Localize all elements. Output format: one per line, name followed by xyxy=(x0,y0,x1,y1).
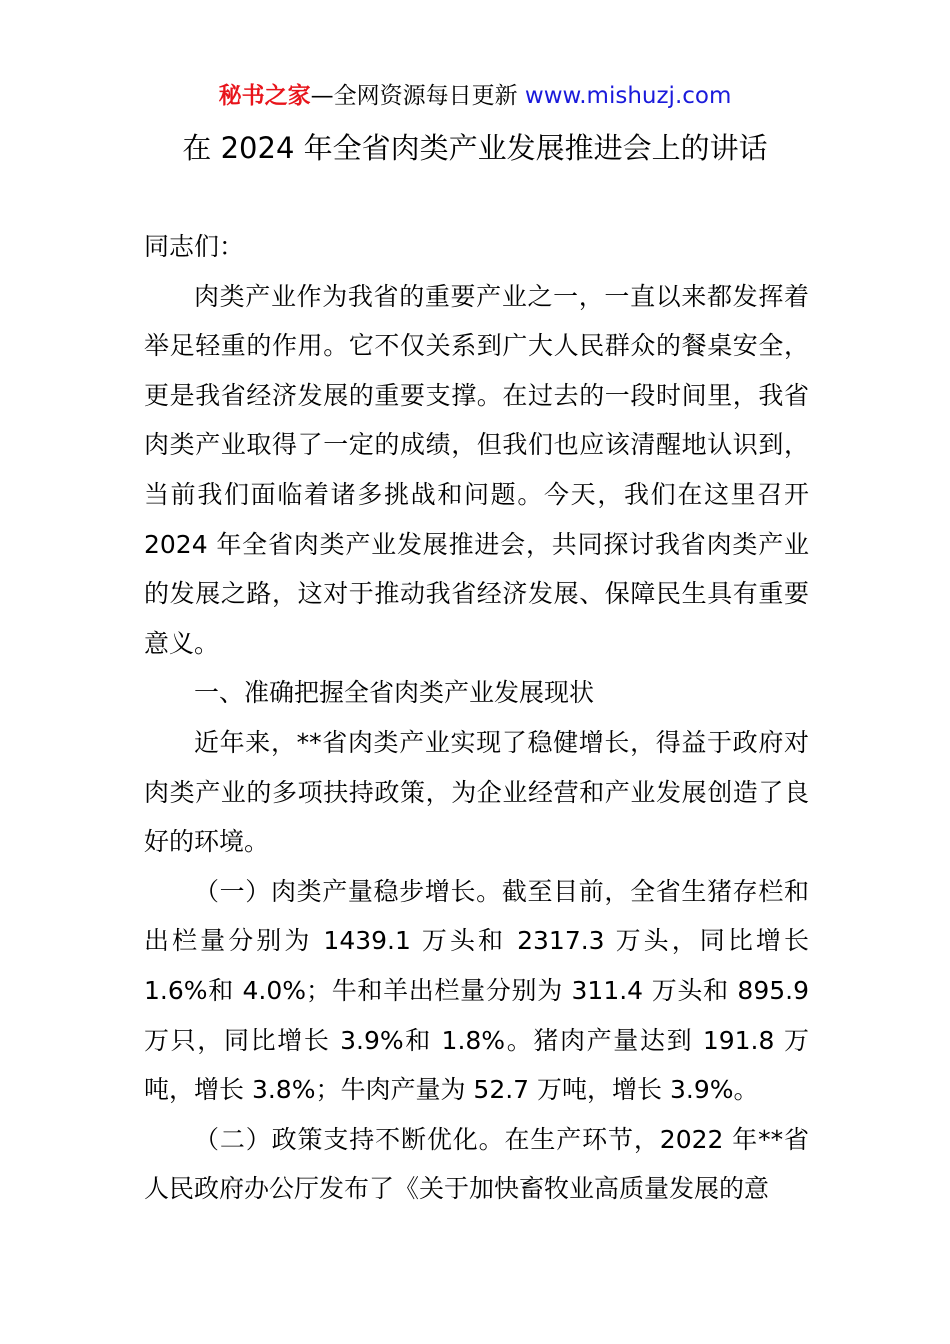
site-banner xyxy=(0,80,950,112)
document-body xyxy=(144,222,809,1214)
paragraph-policy-support: （二）政策支持不断优化。在生产环节，2022 年**省人民政府办公厅发布了《关于加快畜牧业高质量发展的意 xyxy=(144,1124,809,1204)
paragraph-overview: 近年来，**省肉类产业实现了稳健增长，得益于政府对肉类产业的多项扶持政策，为企业经营和产业发展创造了良好的环境。 xyxy=(144,727,809,857)
section-heading-1: 一、准确把握全省肉类产业发展现状 xyxy=(194,678,595,708)
paragraph-intro: 肉类产业作为我省的重要产业之一，一直以来都发挥着举足轻重的作用。它不仅关系到广大人民群众的餐桌安全，更是我省经济发展的重要支撑。在过去的一段时间里，我省肉类产业取得了一定的成绩，但我们也应该清醒地认识到，当前我们面临着诸多挑战和问题。今天，我们在这里召开 2024 年全省肉类产业发展推进会，共同探讨我省肉类产业的发展之路，这对于推动我省经济发展、保障民生具有重要意义。 xyxy=(144,281,809,658)
document-title: 在 2024 年全省肉类产业发展推进会上的讲话 xyxy=(182,131,768,165)
site-url: www.mishuzj.com xyxy=(524,83,732,109)
paragraph-output-growth: （一）肉类产量稳步增长。截至目前，全省生猪存栏和出栏量分别为 1439.1 万头和 2317.3 万头，同比增长 1.6%和 4.0%；牛和羊出栏量分别为 311.4 万头和 895.9 万只，同比增长 3.9%和 1.8%。猪肉产量达到 191.8 万吨，增长 3.8%；牛肉产量为 52.7 万吨，增长 3.9%。 xyxy=(144,876,809,1105)
banner-slogan: —全网资源每日更新 xyxy=(310,83,525,109)
brand-name: 秘书之家 xyxy=(218,83,311,109)
salutation: 同志们： xyxy=(144,232,245,261)
